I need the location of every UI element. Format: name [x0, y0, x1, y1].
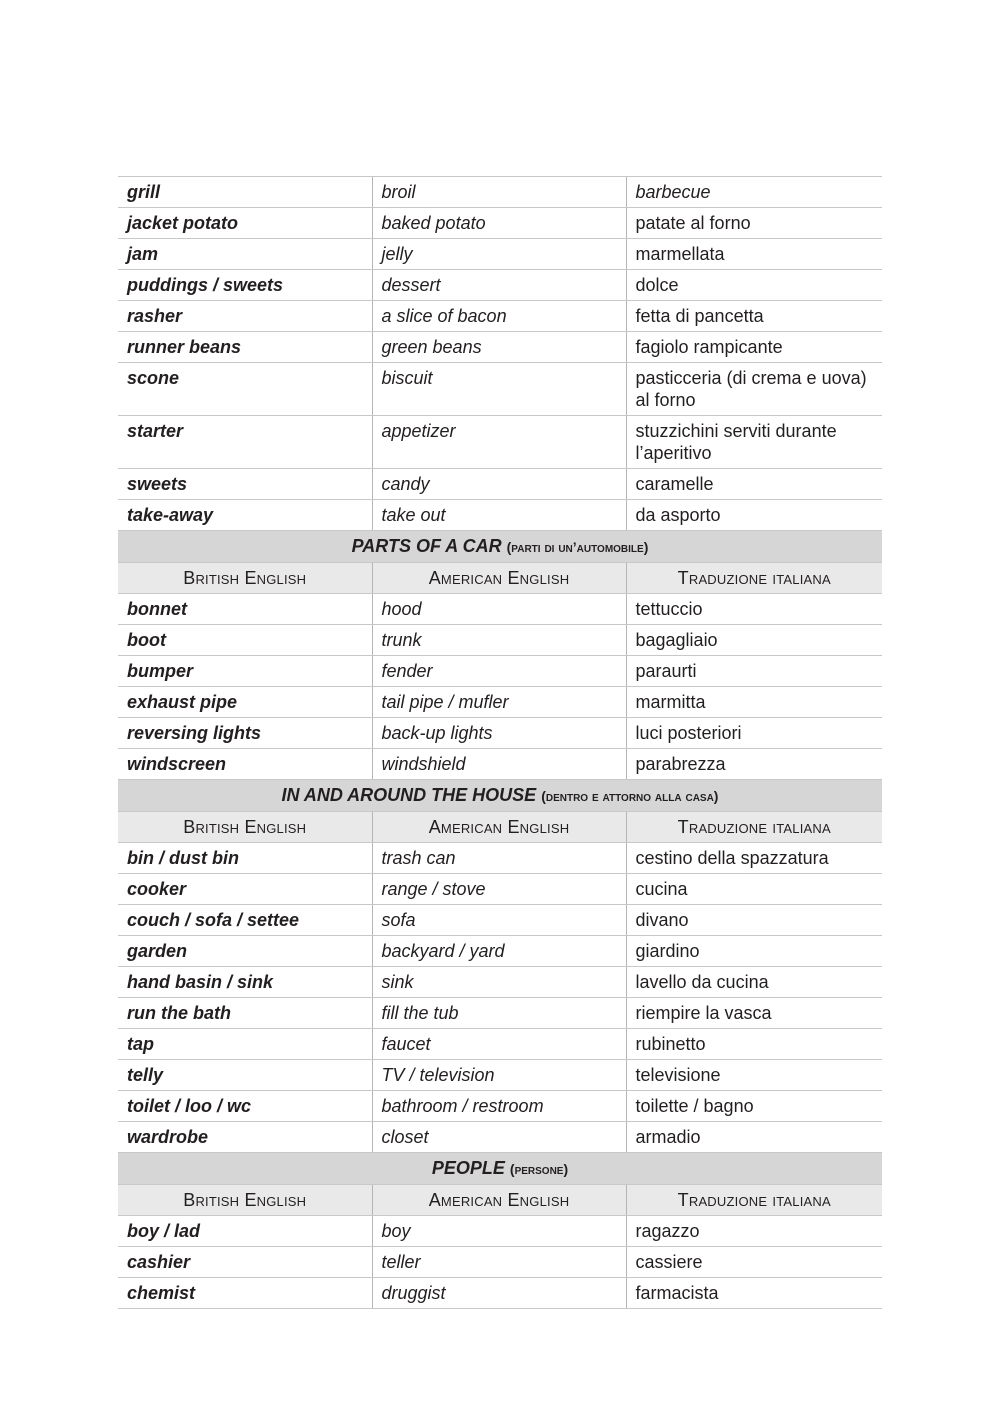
table-row — [118, 1122, 882, 1153]
table-row — [118, 1091, 882, 1122]
british-term: garden — [118, 936, 372, 967]
american-term: boy — [372, 1216, 626, 1247]
table-row — [118, 1247, 882, 1278]
british-term: sweets — [118, 469, 372, 500]
table-row — [118, 687, 882, 718]
british-term: telly — [118, 1060, 372, 1091]
table-row — [118, 332, 882, 363]
section-title: IN AND AROUND THE HOUSE — [281, 785, 537, 805]
british-term: puddings / sweets — [118, 270, 372, 301]
american-term: fender — [372, 656, 626, 687]
british-term: windscreen — [118, 749, 372, 780]
italian-translation: pasticceria (di crema e uova) al forno — [626, 363, 882, 416]
american-term: hood — [372, 594, 626, 625]
table-row — [118, 416, 882, 469]
british-term: rasher — [118, 301, 372, 332]
british-term: grill — [118, 177, 372, 208]
vocabulary-table-body — [118, 177, 882, 1309]
section-subtitle: (persone) — [509, 1161, 569, 1177]
italian-translation: luci posteriori — [626, 718, 882, 749]
table-row — [118, 301, 882, 332]
column-header-british: British English — [118, 1185, 372, 1216]
british-term: take-away — [118, 500, 372, 531]
section-title-cell — [118, 780, 882, 812]
section-title-cell — [118, 531, 882, 563]
table-row — [118, 594, 882, 625]
american-term: back-up lights — [372, 718, 626, 749]
italian-translation: lavello da cucina — [626, 967, 882, 998]
table-row — [118, 874, 882, 905]
british-term: cooker — [118, 874, 372, 905]
italian-translation: marmellata — [626, 239, 882, 270]
british-term: run the bath — [118, 998, 372, 1029]
section-header — [118, 1153, 882, 1185]
italian-translation: paraurti — [626, 656, 882, 687]
italian-translation: bagagliaio — [626, 625, 882, 656]
british-term: reversing lights — [118, 718, 372, 749]
column-header-row — [118, 563, 882, 594]
italian-translation: patate al forno — [626, 208, 882, 239]
table-row — [118, 625, 882, 656]
column-header-american: American English — [372, 812, 626, 843]
italian-translation: rubinetto — [626, 1029, 882, 1060]
table-row — [118, 469, 882, 500]
table-row — [118, 1278, 882, 1309]
section-title: PEOPLE — [431, 1158, 505, 1178]
british-term: couch / sofa / settee — [118, 905, 372, 936]
table-row — [118, 177, 882, 208]
american-term: fill the tub — [372, 998, 626, 1029]
british-term: boy / lad — [118, 1216, 372, 1247]
table-row — [118, 1029, 882, 1060]
italian-translation: stuzzichini serviti durante l’aperitivo — [626, 416, 882, 469]
table-row — [118, 967, 882, 998]
section-title: PARTS OF A CAR — [351, 536, 502, 556]
table-row — [118, 500, 882, 531]
table-row — [118, 208, 882, 239]
american-term: bathroom / restroom — [372, 1091, 626, 1122]
american-term: biscuit — [372, 363, 626, 416]
column-header-italian: Traduzione italiana — [626, 563, 882, 594]
american-term: closet — [372, 1122, 626, 1153]
british-term: bin / dust bin — [118, 843, 372, 874]
italian-translation: divano — [626, 905, 882, 936]
american-term: druggist — [372, 1278, 626, 1309]
vocabulary-table — [118, 176, 882, 1309]
column-header-row — [118, 812, 882, 843]
column-header-italian: Traduzione italiana — [626, 1185, 882, 1216]
british-term: chemist — [118, 1278, 372, 1309]
column-header-british: British English — [118, 563, 372, 594]
american-term: take out — [372, 500, 626, 531]
table-row — [118, 749, 882, 780]
italian-translation: ragazzo — [626, 1216, 882, 1247]
american-term: range / stove — [372, 874, 626, 905]
italian-translation: parabrezza — [626, 749, 882, 780]
column-header-italian: Traduzione italiana — [626, 812, 882, 843]
column-header-american: American English — [372, 1185, 626, 1216]
british-term: cashier — [118, 1247, 372, 1278]
american-term: tail pipe / mufler — [372, 687, 626, 718]
table-row — [118, 656, 882, 687]
american-term: trunk — [372, 625, 626, 656]
american-term: windshield — [372, 749, 626, 780]
table-row — [118, 1216, 882, 1247]
column-header-row — [118, 1185, 882, 1216]
american-term: teller — [372, 1247, 626, 1278]
italian-translation: cassiere — [626, 1247, 882, 1278]
american-term: backyard / yard — [372, 936, 626, 967]
british-term: jacket potato — [118, 208, 372, 239]
italian-translation: tettuccio — [626, 594, 882, 625]
italian-translation: televisione — [626, 1060, 882, 1091]
italian-translation: farmacista — [626, 1278, 882, 1309]
italian-translation: riempire la vasca — [626, 998, 882, 1029]
italian-translation: toilette / bagno — [626, 1091, 882, 1122]
american-term: appetizer — [372, 416, 626, 469]
column-header-american: American English — [372, 563, 626, 594]
table-row — [118, 843, 882, 874]
american-term: broil — [372, 177, 626, 208]
italian-translation: cucina — [626, 874, 882, 905]
section-header — [118, 780, 882, 812]
italian-translation: dolce — [626, 270, 882, 301]
british-term: wardrobe — [118, 1122, 372, 1153]
british-term: starter — [118, 416, 372, 469]
italian-translation: giardino — [626, 936, 882, 967]
section-header — [118, 531, 882, 563]
italian-translation: armadio — [626, 1122, 882, 1153]
italian-translation: caramelle — [626, 469, 882, 500]
section-subtitle: (dentro e attorno alla casa) — [541, 788, 719, 804]
american-term: dessert — [372, 270, 626, 301]
british-term: bumper — [118, 656, 372, 687]
british-term: tap — [118, 1029, 372, 1060]
british-term: bonnet — [118, 594, 372, 625]
british-term: toilet / loo / wc — [118, 1091, 372, 1122]
american-term: sink — [372, 967, 626, 998]
table-row — [118, 239, 882, 270]
table-row — [118, 363, 882, 416]
table-row — [118, 905, 882, 936]
table-row — [118, 998, 882, 1029]
table-row — [118, 270, 882, 301]
table-row — [118, 1060, 882, 1091]
italian-translation: da asporto — [626, 500, 882, 531]
british-term: runner beans — [118, 332, 372, 363]
american-term: jelly — [372, 239, 626, 270]
section-title-cell — [118, 1153, 882, 1185]
american-term: faucet — [372, 1029, 626, 1060]
italian-translation: barbecue — [626, 177, 882, 208]
american-term: TV / television — [372, 1060, 626, 1091]
british-term: jam — [118, 239, 372, 270]
british-term: hand basin / sink — [118, 967, 372, 998]
italian-translation: cestino della spazzatura — [626, 843, 882, 874]
italian-translation: marmitta — [626, 687, 882, 718]
british-term: exhaust pipe — [118, 687, 372, 718]
italian-translation: fagiolo rampicante — [626, 332, 882, 363]
table-row — [118, 718, 882, 749]
section-subtitle: (parti di un’automobile) — [506, 539, 649, 555]
column-header-british: British English — [118, 812, 372, 843]
british-term: scone — [118, 363, 372, 416]
american-term: a slice of bacon — [372, 301, 626, 332]
american-term: sofa — [372, 905, 626, 936]
british-term: boot — [118, 625, 372, 656]
american-term: baked potato — [372, 208, 626, 239]
american-term: candy — [372, 469, 626, 500]
american-term: trash can — [372, 843, 626, 874]
american-term: green beans — [372, 332, 626, 363]
table-row — [118, 936, 882, 967]
italian-translation: fetta di pancetta — [626, 301, 882, 332]
